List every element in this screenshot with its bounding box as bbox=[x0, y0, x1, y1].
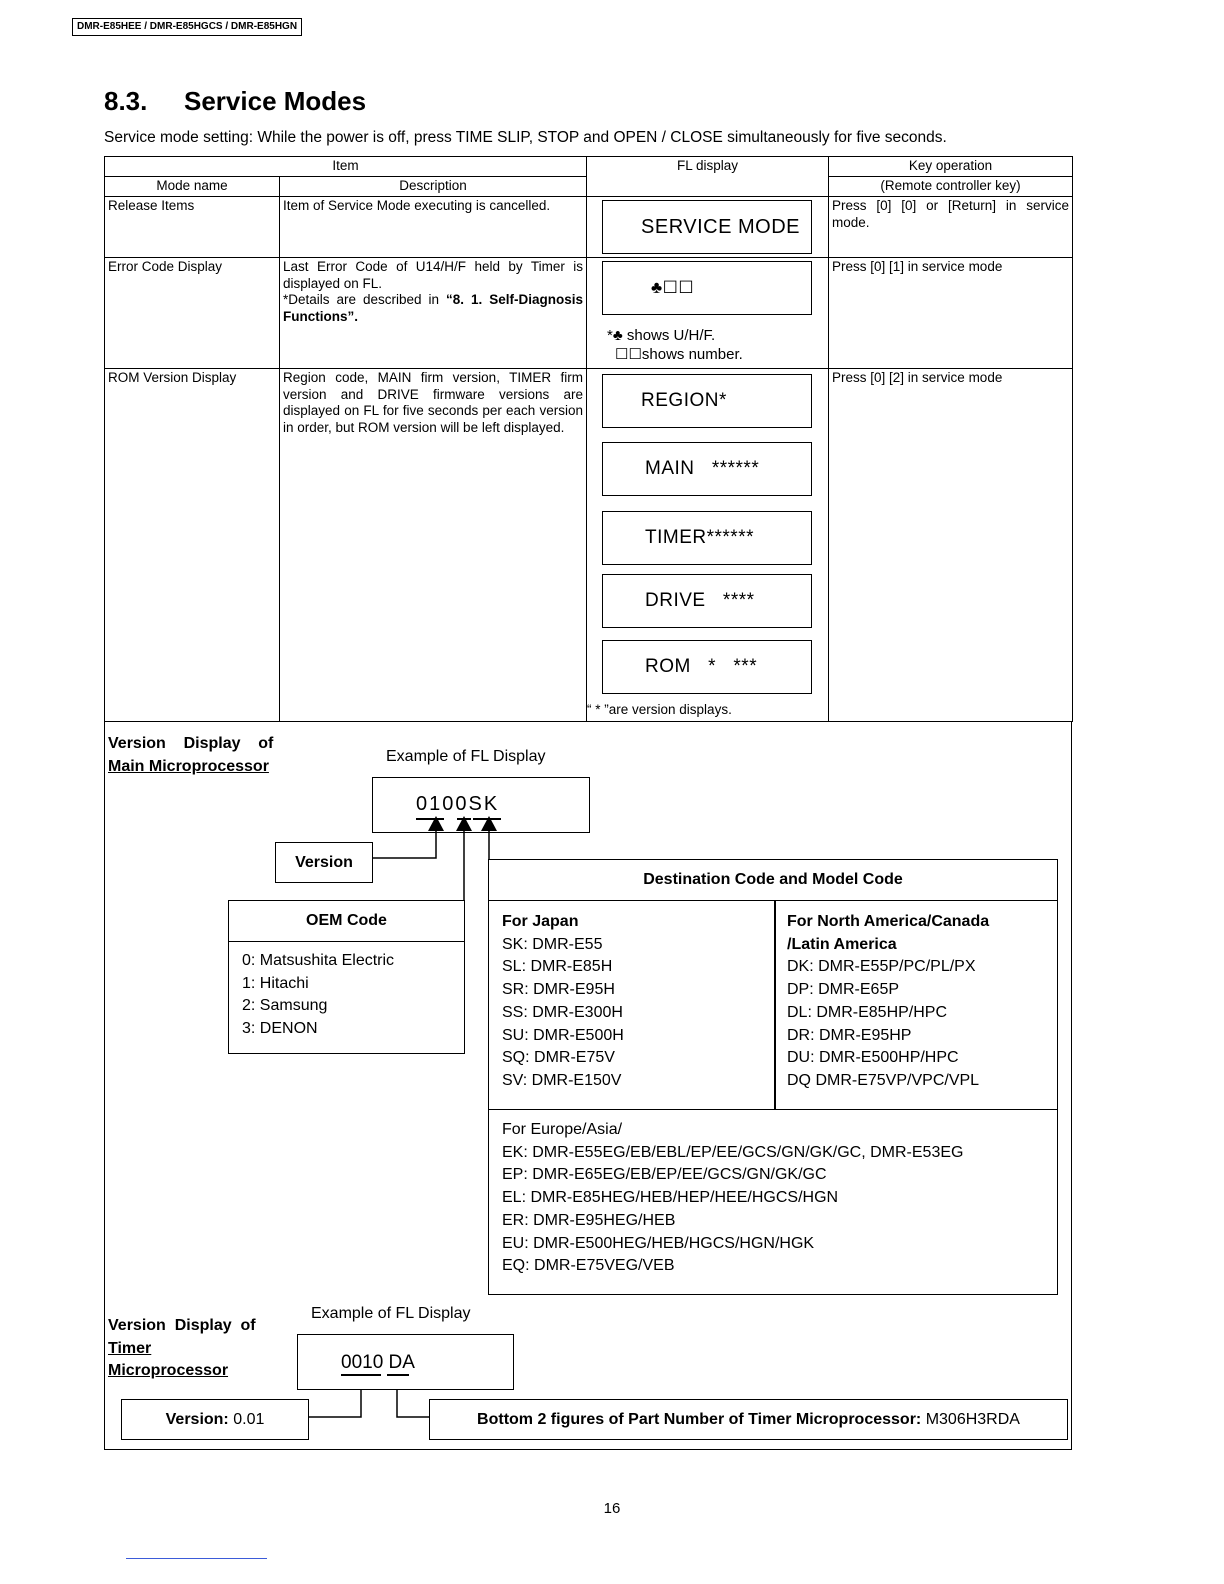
page-number: 16 bbox=[603, 1500, 621, 1517]
footer-rule bbox=[126, 1558, 267, 1559]
fl-display-box: SERVICE MODE bbox=[602, 200, 812, 254]
fl-display-box: TIMER****** bbox=[602, 511, 812, 565]
list-item: DP: DMR-E65P bbox=[787, 981, 900, 999]
divider bbox=[774, 901, 776, 1109]
list-item: SL: DMR-E85H bbox=[502, 958, 613, 976]
underline-part bbox=[387, 1374, 409, 1376]
timer-version-label-line: Microprocessor bbox=[108, 1362, 229, 1379]
list-item: 1: Hitachi bbox=[242, 974, 309, 992]
timer-version-value: 0.01 bbox=[233, 1410, 265, 1428]
part-number-key: Bottom 2 figures of Part Number of Timer Microprocessor: bbox=[477, 1410, 922, 1428]
header-fl-display: FL display bbox=[587, 157, 829, 197]
main-example-value: 0100SK bbox=[416, 793, 500, 815]
mode-description: Region code, MAIN firm version, TIMER firm version and DRIVE firmware versions are displayed on FL for five seconds per each version in order, but ROM version will be left displayed. bbox=[280, 369, 587, 722]
fl-note-line: ☐☐shows number. bbox=[615, 346, 743, 363]
list-item: 0: Matsushita Electric bbox=[242, 952, 395, 969]
oem-code-box bbox=[228, 900, 465, 1054]
list-item: EQ: DMR-E75VEG/VEB bbox=[502, 1257, 675, 1275]
main-example-label: Example of FL Display bbox=[386, 748, 546, 765]
list-item: SQ: DMR-E75V bbox=[502, 1049, 615, 1067]
list-item: ER: DMR-E95HEG/HEB bbox=[502, 1211, 676, 1229]
north-america-list bbox=[787, 911, 989, 1093]
destination-title: Destination Code and Model Code bbox=[489, 860, 1057, 901]
main-version-label-line: Version Display of bbox=[108, 735, 274, 752]
list-item: EP: DMR-E65EG/EB/EP/EE/GCS/GN/GK/GC bbox=[502, 1166, 827, 1184]
version-box: Version bbox=[275, 842, 373, 883]
header-mode-name: Mode name bbox=[105, 177, 280, 197]
description-note: *Details are described in bbox=[283, 292, 440, 307]
list-item: SS: DMR-E300H bbox=[502, 1003, 623, 1021]
fl-display-box: REGION* bbox=[602, 374, 812, 428]
fl-display-box: ROM * *** bbox=[602, 640, 812, 694]
mode-name: ROM Version Display bbox=[105, 369, 280, 722]
list-item: DQ DMR-E75VP/VPC/VPL bbox=[787, 1071, 980, 1089]
list-item: DK: DMR-E55P/PC/PL/PX bbox=[787, 958, 976, 976]
list-item: EK: DMR-E55EG/EB/EBL/EP/EE/GCS/GN/GK/GC, DMR-E53EG bbox=[502, 1143, 964, 1161]
list-item: SK: DMR-E55 bbox=[502, 935, 603, 953]
europe-asia-title: For Europe/Asia/ bbox=[502, 1121, 623, 1138]
section-title: Service Modes bbox=[184, 86, 367, 116]
description-note-ref: “8. 1. Self-Diagnosis Functions”. bbox=[283, 292, 583, 324]
arrow-up-icon bbox=[428, 816, 444, 831]
part-number-value: M306H3RDA bbox=[925, 1410, 1020, 1428]
header-remote-key: (Remote controller key) bbox=[829, 177, 1073, 197]
oem-list bbox=[229, 942, 464, 1041]
header-tag: DMR-E85HEE / DMR-E85HGCS / DMR-E85HGN bbox=[72, 18, 302, 36]
description-text: Last Error Code of U14/H/F held by Timer is displayed on FL. bbox=[283, 259, 584, 291]
list-item: DU: DMR-E500HP/HPC bbox=[787, 1049, 959, 1067]
mode-name: Release Items bbox=[105, 197, 280, 258]
timer-example-label: Example of FL Display bbox=[311, 1305, 471, 1322]
fl-display-box: MAIN ****** bbox=[602, 442, 812, 496]
north-america-title: /Latin America bbox=[787, 935, 897, 953]
timer-example-fl-box bbox=[297, 1334, 514, 1390]
fl-display-box: ♣☐☐ bbox=[602, 261, 812, 315]
section-number: 8.3. bbox=[104, 86, 148, 116]
list-item: EU: DMR-E500HEG/HEB/HGCS/HGN/HGK bbox=[502, 1234, 815, 1252]
arrow-up-icon bbox=[456, 816, 472, 831]
key-operation: Press [0] [1] in service mode bbox=[829, 258, 1073, 369]
main-version-label-line: Main Microprocessor bbox=[108, 758, 269, 775]
mode-name: Error Code Display bbox=[105, 258, 280, 369]
part-number-box bbox=[429, 1399, 1068, 1440]
underline-version bbox=[341, 1374, 381, 1376]
header-key-operation: Key operation bbox=[829, 157, 1073, 177]
timer-version-label-line: Version Display of bbox=[108, 1317, 256, 1334]
fl-note-line: *♣ shows U/H/F. bbox=[607, 327, 716, 344]
europe-asia-list bbox=[489, 1110, 1057, 1278]
list-item: SU: DMR-E500H bbox=[502, 1026, 624, 1044]
north-america-title: For North America/Canada bbox=[787, 913, 990, 930]
intro-text: Service mode setting: While the power is off, press TIME SLIP, STOP and OPEN / CLOSE simultaneously for five seconds. bbox=[104, 129, 947, 146]
timer-example-value: 0010 DA bbox=[341, 1352, 415, 1373]
fl-note: “ * ”are version displays. bbox=[587, 702, 732, 717]
fl-display-box: DRIVE **** bbox=[602, 574, 812, 628]
key-operation: Press [0] [0] or [Return] in service mode. bbox=[829, 197, 1073, 258]
arrow-up-icon bbox=[481, 816, 497, 831]
list-item: EL: DMR-E85HEG/HEB/HEP/HEE/HGCS/HGN bbox=[502, 1189, 839, 1207]
timer-version-label-line: Timer bbox=[108, 1339, 152, 1357]
list-item: DL: DMR-E85HP/HPC bbox=[787, 1003, 948, 1021]
mode-description: Item of Service Mode executing is cancelled. bbox=[280, 197, 587, 258]
destination-regions bbox=[489, 901, 1057, 1110]
list-item: 2: Samsung bbox=[242, 997, 328, 1015]
list-item: SV: DMR-E150V bbox=[502, 1071, 622, 1089]
japan-list bbox=[502, 911, 624, 1093]
list-item: 3: DENON bbox=[242, 1020, 318, 1038]
list-item: DR: DMR-E95HP bbox=[787, 1026, 912, 1044]
timer-version-box bbox=[121, 1399, 309, 1440]
list-item: SR: DMR-E95H bbox=[502, 981, 615, 999]
timer-version-label bbox=[108, 1315, 268, 1383]
timer-version-key: Version: bbox=[165, 1410, 229, 1428]
key-operation: Press [0] [2] in service mode bbox=[829, 369, 1073, 722]
oem-title: OEM Code bbox=[229, 901, 464, 942]
japan-title: For Japan bbox=[502, 913, 579, 930]
destination-code-box bbox=[488, 859, 1058, 1295]
header-description: Description bbox=[280, 177, 587, 197]
header-item: Item bbox=[105, 157, 587, 177]
